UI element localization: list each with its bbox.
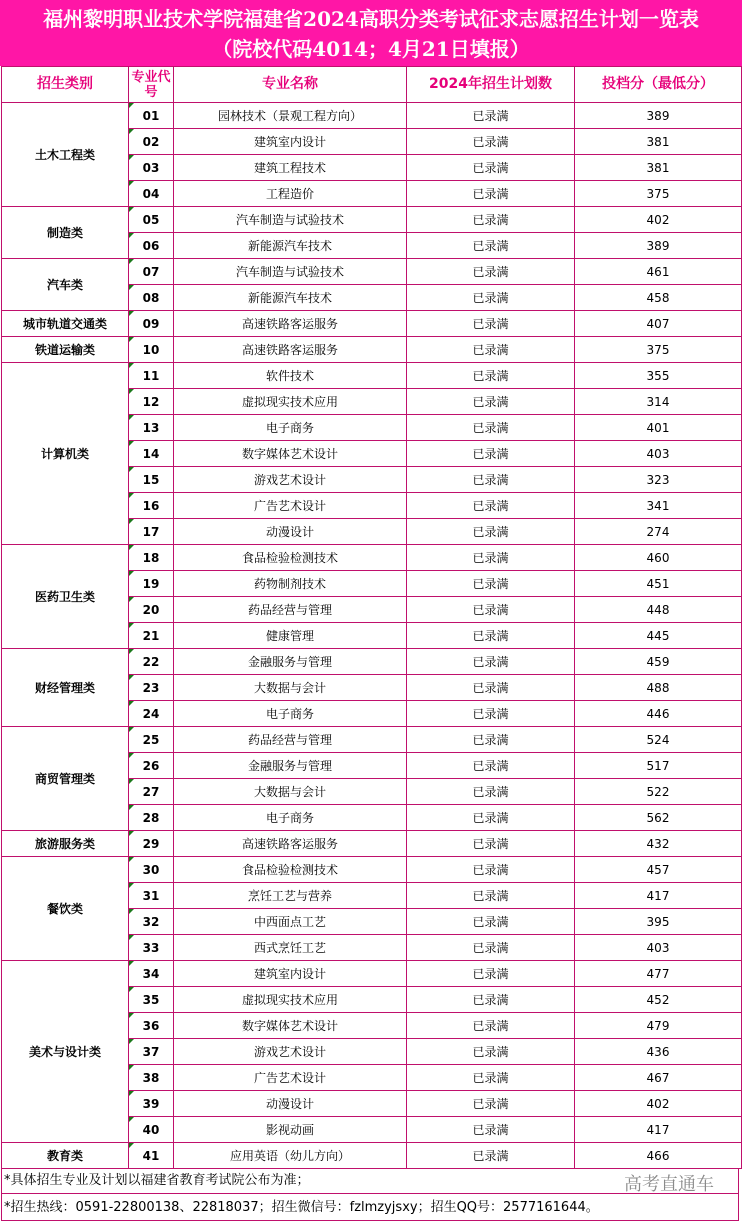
table-row: [2, 337, 742, 363]
code-cell: [129, 207, 174, 233]
header-category: 招生类别: [2, 67, 129, 103]
category-cell: 美术与设计类: [2, 961, 129, 1143]
major-name-cell: 动漫设计: [174, 1091, 407, 1117]
score-cell: 457: [575, 857, 742, 883]
score-cell: 446: [575, 701, 742, 727]
major-name-cell: 西式烹饪工艺: [174, 935, 407, 961]
major-name-cell: 大数据与会计: [174, 779, 407, 805]
corner-marker-icon: [129, 1065, 134, 1070]
code-text: 33: [142, 940, 160, 955]
corner-marker-icon: [129, 363, 134, 368]
code-cell: [129, 779, 174, 805]
corner-marker-icon: [129, 519, 134, 524]
corner-marker-icon: [129, 1039, 134, 1044]
score-cell: 488: [575, 675, 742, 701]
code-cell: [129, 597, 174, 623]
code-cell: [129, 103, 174, 129]
category-cell: 计算机类: [2, 363, 129, 545]
plan-cell: 已录满: [407, 1039, 575, 1065]
major-name-cell: 电子商务: [174, 701, 407, 727]
code-text: 17: [142, 524, 160, 539]
footer-note-1: *具体招生专业及计划以福建省教育考试院公布为准；: [1, 1168, 739, 1194]
score-cell: 417: [575, 883, 742, 909]
table-row: [2, 311, 742, 337]
code-cell: [129, 805, 174, 831]
corner-marker-icon: [129, 389, 134, 394]
code-text: 02: [142, 134, 160, 149]
major-name-cell: 游戏艺术设计: [174, 467, 407, 493]
plan-cell: 已录满: [407, 467, 575, 493]
code-text: 29: [142, 836, 160, 851]
score-cell: 477: [575, 961, 742, 987]
code-text: 05: [142, 212, 160, 227]
major-name-cell: 建筑工程技术: [174, 155, 407, 181]
score-cell: 402: [575, 1091, 742, 1117]
plan-cell: 已录满: [407, 909, 575, 935]
plan-cell: 已录满: [407, 207, 575, 233]
code-text: 26: [142, 758, 160, 773]
code-text: 41: [142, 1148, 160, 1163]
code-cell: [129, 571, 174, 597]
header-code: 专业代号: [129, 67, 174, 103]
corner-marker-icon: [129, 233, 134, 238]
code-cell: [129, 1065, 174, 1091]
code-cell: [129, 467, 174, 493]
corner-marker-icon: [129, 259, 134, 264]
plan-cell: 已录满: [407, 415, 575, 441]
score-cell: 452: [575, 987, 742, 1013]
plan-cell: 已录满: [407, 1117, 575, 1143]
table-row: [2, 103, 742, 129]
admission-table: [1, 66, 742, 1169]
table-row: [2, 259, 742, 285]
score-cell: 445: [575, 623, 742, 649]
code-text: 27: [142, 784, 160, 799]
corner-marker-icon: [129, 727, 134, 732]
major-name-cell: 食品检验检测技术: [174, 545, 407, 571]
code-text: 01: [142, 108, 160, 123]
plan-cell: 已录满: [407, 597, 575, 623]
major-name-cell: 汽车制造与试验技术: [174, 259, 407, 285]
score-cell: 466: [575, 1143, 742, 1169]
score-cell: 436: [575, 1039, 742, 1065]
corner-marker-icon: [129, 779, 134, 784]
score-cell: 407: [575, 311, 742, 337]
corner-marker-icon: [129, 545, 134, 550]
plan-cell: 已录满: [407, 1091, 575, 1117]
score-cell: 403: [575, 935, 742, 961]
major-name-cell: 健康管理: [174, 623, 407, 649]
table-row: [2, 961, 742, 987]
plan-cell: 已录满: [407, 311, 575, 337]
plan-cell: 已录满: [407, 727, 575, 753]
major-name-cell: 中西面点工艺: [174, 909, 407, 935]
code-cell: [129, 545, 174, 571]
code-cell: [129, 1039, 174, 1065]
plan-cell: 已录满: [407, 831, 575, 857]
code-cell: [129, 363, 174, 389]
code-text: 35: [142, 992, 160, 1007]
plan-cell: 已录满: [407, 129, 575, 155]
category-cell: 制造类: [2, 207, 129, 259]
code-cell: [129, 701, 174, 727]
code-cell: [129, 285, 174, 311]
code-text: 37: [142, 1044, 160, 1059]
score-cell: 381: [575, 129, 742, 155]
score-cell: 381: [575, 155, 742, 181]
category-cell: 医药卫生类: [2, 545, 129, 649]
corner-marker-icon: [129, 181, 134, 186]
score-cell: 389: [575, 233, 742, 259]
code-cell: [129, 831, 174, 857]
code-text: 08: [142, 290, 160, 305]
code-cell: [129, 311, 174, 337]
plan-cell: 已录满: [407, 363, 575, 389]
major-name-cell: 新能源汽车技术: [174, 285, 407, 311]
code-cell: [129, 727, 174, 753]
plan-cell: 已录满: [407, 155, 575, 181]
major-name-cell: 数字媒体艺术设计: [174, 441, 407, 467]
category-cell: 餐饮类: [2, 857, 129, 961]
major-name-cell: 电子商务: [174, 415, 407, 441]
plan-cell: 已录满: [407, 259, 575, 285]
category-cell: 城市轨道交通类: [2, 311, 129, 337]
major-name-cell: 工程造价: [174, 181, 407, 207]
code-text: 25: [142, 732, 160, 747]
score-cell: 458: [575, 285, 742, 311]
score-cell: 479: [575, 1013, 742, 1039]
code-text: 19: [142, 576, 160, 591]
corner-marker-icon: [129, 207, 134, 212]
plan-cell: 已录满: [407, 441, 575, 467]
table-row: [2, 831, 742, 857]
plan-cell: 已录满: [407, 857, 575, 883]
corner-marker-icon: [129, 155, 134, 160]
code-text: 28: [142, 810, 160, 825]
corner-marker-icon: [129, 675, 134, 680]
code-text: 03: [142, 160, 160, 175]
corner-marker-icon: [129, 1117, 134, 1122]
code-cell: [129, 129, 174, 155]
major-name-cell: 新能源汽车技术: [174, 233, 407, 259]
major-name-cell: 药物制剂技术: [174, 571, 407, 597]
corner-marker-icon: [129, 1091, 134, 1096]
code-text: 10: [142, 342, 160, 357]
plan-cell: 已录满: [407, 1013, 575, 1039]
table-row: [2, 363, 742, 389]
score-cell: 451: [575, 571, 742, 597]
major-name-cell: 高速铁路客运服务: [174, 831, 407, 857]
category-cell: 旅游服务类: [2, 831, 129, 857]
plan-cell: 已录满: [407, 961, 575, 987]
major-name-cell: 建筑室内设计: [174, 129, 407, 155]
score-cell: 432: [575, 831, 742, 857]
major-name-cell: 园林技术（景观工程方向）: [174, 103, 407, 129]
code-cell: [129, 857, 174, 883]
code-text: 07: [142, 264, 160, 279]
code-text: 34: [142, 966, 160, 981]
table-body: [2, 103, 742, 1169]
plan-cell: 已录满: [407, 571, 575, 597]
corner-marker-icon: [129, 1013, 134, 1018]
code-cell: [129, 337, 174, 363]
code-text: 14: [142, 446, 160, 461]
plan-cell: 已录满: [407, 753, 575, 779]
major-name-cell: 金融服务与管理: [174, 753, 407, 779]
code-text: 39: [142, 1096, 160, 1111]
major-name-cell: 数字媒体艺术设计: [174, 1013, 407, 1039]
page-title: 福州黎明职业技术学院福建省2024高职分类考试征求志愿招生计划一览表: [43, 7, 699, 31]
major-name-cell: 金融服务与管理: [174, 649, 407, 675]
code-cell: [129, 1013, 174, 1039]
plan-cell: 已录满: [407, 883, 575, 909]
category-cell: 土木工程类: [2, 103, 129, 207]
code-text: 11: [142, 368, 160, 383]
code-cell: [129, 935, 174, 961]
corner-marker-icon: [129, 129, 134, 134]
watermark-text: 高考直通车: [624, 1174, 714, 1195]
code-text: 20: [142, 602, 160, 617]
plan-cell: 已录满: [407, 545, 575, 571]
major-name-cell: 食品检验检测技术: [174, 857, 407, 883]
code-text: 12: [142, 394, 160, 409]
code-text: 15: [142, 472, 160, 487]
code-text: 04: [142, 186, 160, 201]
score-cell: 375: [575, 181, 742, 207]
plan-cell: 已录满: [407, 389, 575, 415]
code-cell: [129, 753, 174, 779]
code-cell: [129, 883, 174, 909]
corner-marker-icon: [129, 753, 134, 758]
code-text: 18: [142, 550, 160, 565]
plan-cell: 已录满: [407, 701, 575, 727]
corner-marker-icon: [129, 961, 134, 966]
score-cell: 460: [575, 545, 742, 571]
table-row: [2, 727, 742, 753]
major-name-cell: 动漫设计: [174, 519, 407, 545]
category-cell: 汽车类: [2, 259, 129, 311]
plan-cell: 已录满: [407, 103, 575, 129]
header-plan: 2024年招生计划数: [407, 67, 575, 103]
score-cell: 517: [575, 753, 742, 779]
plan-cell: 已录满: [407, 337, 575, 363]
major-name-cell: 药品经营与管理: [174, 597, 407, 623]
table-row: [2, 207, 742, 233]
code-cell: [129, 987, 174, 1013]
code-cell: [129, 675, 174, 701]
corner-marker-icon: [129, 831, 134, 836]
code-cell: [129, 493, 174, 519]
score-cell: 522: [575, 779, 742, 805]
code-text: 36: [142, 1018, 160, 1033]
code-text: 21: [142, 628, 160, 643]
score-cell: 402: [575, 207, 742, 233]
corner-marker-icon: [129, 883, 134, 888]
plan-cell: 已录满: [407, 623, 575, 649]
table-row: [2, 545, 742, 571]
score-cell: 395: [575, 909, 742, 935]
score-cell: 448: [575, 597, 742, 623]
plan-cell: 已录满: [407, 935, 575, 961]
footer-note-2: *招生热线：0591-22800138、22818037；招生微信号：fzlmzyjsxy；招生QQ号：2577161644。: [1, 1194, 739, 1221]
code-text: 09: [142, 316, 160, 331]
corner-marker-icon: [129, 337, 134, 342]
plan-cell: 已录满: [407, 675, 575, 701]
code-text: 24: [142, 706, 160, 721]
corner-marker-icon: [129, 493, 134, 498]
score-cell: 389: [575, 103, 742, 129]
code-text: 23: [142, 680, 160, 695]
major-name-cell: 游戏艺术设计: [174, 1039, 407, 1065]
score-cell: 274: [575, 519, 742, 545]
major-name-cell: 虚拟现实技术应用: [174, 389, 407, 415]
code-cell: [129, 259, 174, 285]
corner-marker-icon: [129, 987, 134, 992]
table-header-row: [2, 67, 742, 103]
code-cell: [129, 181, 174, 207]
title-banner: [0, 0, 742, 66]
plan-cell: 已录满: [407, 519, 575, 545]
corner-marker-icon: [129, 285, 134, 290]
code-text: 30: [142, 862, 160, 877]
code-cell: [129, 1117, 174, 1143]
code-cell: [129, 415, 174, 441]
score-cell: 355: [575, 363, 742, 389]
score-cell: 417: [575, 1117, 742, 1143]
code-cell: [129, 233, 174, 259]
corner-marker-icon: [129, 311, 134, 316]
code-text: 38: [142, 1070, 160, 1085]
major-name-cell: 影视动画: [174, 1117, 407, 1143]
major-name-cell: 汽车制造与试验技术: [174, 207, 407, 233]
plan-cell: 已录满: [407, 233, 575, 259]
code-cell: [129, 623, 174, 649]
code-text: 22: [142, 654, 160, 669]
code-text: 06: [142, 238, 160, 253]
score-cell: 467: [575, 1065, 742, 1091]
major-name-cell: 虚拟现实技术应用: [174, 987, 407, 1013]
code-text: 16: [142, 498, 160, 513]
code-cell: [129, 961, 174, 987]
score-cell: 461: [575, 259, 742, 285]
score-cell: 341: [575, 493, 742, 519]
score-cell: 459: [575, 649, 742, 675]
major-name-cell: 广告艺术设计: [174, 1065, 407, 1091]
corner-marker-icon: [129, 649, 134, 654]
code-text: 40: [142, 1122, 160, 1137]
major-name-cell: 建筑室内设计: [174, 961, 407, 987]
plan-cell: 已录满: [407, 181, 575, 207]
corner-marker-icon: [129, 805, 134, 810]
score-cell: 403: [575, 441, 742, 467]
code-text: 31: [142, 888, 160, 903]
corner-marker-icon: [129, 935, 134, 940]
plan-cell: 已录满: [407, 1143, 575, 1169]
score-cell: 524: [575, 727, 742, 753]
major-name-cell: 药品经营与管理: [174, 727, 407, 753]
category-cell: 财经管理类: [2, 649, 129, 727]
corner-marker-icon: [129, 441, 134, 446]
corner-marker-icon: [129, 103, 134, 108]
code-cell: [129, 909, 174, 935]
code-text: 13: [142, 420, 160, 435]
corner-marker-icon: [129, 1143, 134, 1148]
corner-marker-icon: [129, 623, 134, 628]
major-name-cell: 软件技术: [174, 363, 407, 389]
code-cell: [129, 155, 174, 181]
corner-marker-icon: [129, 909, 134, 914]
major-name-cell: 广告艺术设计: [174, 493, 407, 519]
code-cell: [129, 389, 174, 415]
plan-cell: 已录满: [407, 649, 575, 675]
code-cell: [129, 1091, 174, 1117]
table-row: [2, 857, 742, 883]
corner-marker-icon: [129, 415, 134, 420]
plan-cell: 已录满: [407, 805, 575, 831]
major-name-cell: 应用英语（幼儿方向）: [174, 1143, 407, 1169]
code-text: 32: [142, 914, 160, 929]
score-cell: 323: [575, 467, 742, 493]
page-subtitle: （院校代码4014；4月21日填报）: [212, 37, 530, 61]
score-cell: 375: [575, 337, 742, 363]
corner-marker-icon: [129, 571, 134, 576]
score-cell: 314: [575, 389, 742, 415]
plan-cell: 已录满: [407, 493, 575, 519]
code-cell: [129, 519, 174, 545]
major-name-cell: 高速铁路客运服务: [174, 311, 407, 337]
score-cell: 562: [575, 805, 742, 831]
major-name-cell: 烹饪工艺与营养: [174, 883, 407, 909]
corner-marker-icon: [129, 597, 134, 602]
category-cell: 商贸管理类: [2, 727, 129, 831]
plan-cell: 已录满: [407, 987, 575, 1013]
category-cell: 教育类: [2, 1143, 129, 1169]
code-cell: [129, 1143, 174, 1169]
corner-marker-icon: [129, 467, 134, 472]
plan-cell: 已录满: [407, 1065, 575, 1091]
plan-cell: 已录满: [407, 779, 575, 805]
header-score: 投档分（最低分）: [575, 67, 742, 103]
major-name-cell: 高速铁路客运服务: [174, 337, 407, 363]
major-name-cell: 大数据与会计: [174, 675, 407, 701]
table-row: [2, 1143, 742, 1169]
plan-cell: 已录满: [407, 285, 575, 311]
table-row: [2, 649, 742, 675]
code-cell: [129, 441, 174, 467]
code-cell: [129, 649, 174, 675]
corner-marker-icon: [129, 857, 134, 862]
corner-marker-icon: [129, 701, 134, 706]
header-name: 专业名称: [174, 67, 407, 103]
major-name-cell: 电子商务: [174, 805, 407, 831]
category-cell: 铁道运输类: [2, 337, 129, 363]
score-cell: 401: [575, 415, 742, 441]
